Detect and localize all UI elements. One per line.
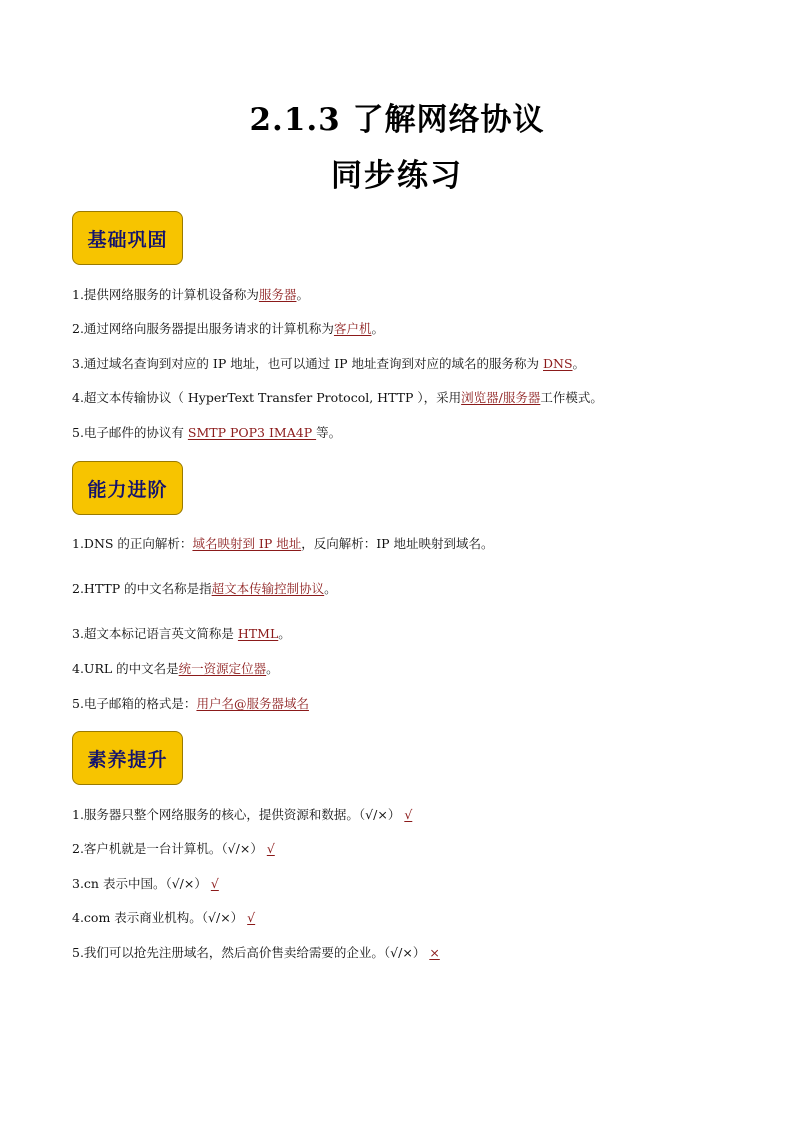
answer-text: SMTP POP3 IMA4P xyxy=(187,425,317,440)
answer-text: 浏览器/服务器 xyxy=(461,390,541,405)
question-item: 5.电子邮箱的格式是：用户名@服务器域名 xyxy=(72,696,309,711)
question-item: 5.我们可以抢先注册域名，然后高价售卖给需要的企业。（√/×） × xyxy=(72,945,440,960)
answer-text: √ xyxy=(210,876,219,891)
question-item: 4.超文本传输协议（ HyperText Transfer Protocol, HTTP ），采用浏览器/服务器工作模式。 xyxy=(72,390,603,405)
question-item: 2.通过网络向服务器提出服务请求的计算机称为客户机。 xyxy=(72,321,384,336)
question-item: 1.服务器只整个网络服务的核心，提供资源和数据。（√/×） √ xyxy=(72,807,413,822)
question-item: 1.DNS 的正向解析：域名映射到 IP 地址，反向解析：IP 地址映射到域名。 xyxy=(72,536,494,551)
document-subtitle: 同步练习 xyxy=(331,158,463,194)
answer-text: 服务器 xyxy=(258,287,297,302)
section-badge-literacy: 素养提升 xyxy=(72,731,183,785)
question-item: 2.客户机就是一台计算机。（√/×） √ xyxy=(72,841,275,856)
answer-text: √ xyxy=(404,807,413,822)
question-item: 1.提供网络服务的计算机设备称为服务器。 xyxy=(72,287,309,302)
answer-text: HTML xyxy=(237,626,279,641)
section-badge-advanced: 能力进阶 xyxy=(72,461,183,515)
answer-text: 统一资源定位器 xyxy=(178,661,267,676)
answer-text: DNS xyxy=(543,356,573,371)
answer-text: √ xyxy=(247,910,256,925)
answer-text: 超文本传输控制协议 xyxy=(211,581,325,596)
question-item: 3.cn 表示中国。（√/×） √ xyxy=(72,876,219,891)
answer-text: 客户机 xyxy=(333,321,372,336)
document-title: 2.1.3 了解网络协议 xyxy=(249,102,545,138)
question-item: 5.电子邮件的协议有 SMTP POP3 IMA4P 等。 xyxy=(72,425,342,440)
answer-text: × xyxy=(429,945,440,960)
answer-text: √ xyxy=(266,841,275,856)
question-item: 4.URL 的中文名是统一资源定位器。 xyxy=(72,661,279,676)
question-item: 4.com 表示商业机构。（√/×） √ xyxy=(72,910,256,925)
section-badge-basic: 基础巩固 xyxy=(72,211,183,265)
question-item: 2.HTTP 的中文名称是指超文本传输控制协议。 xyxy=(72,581,337,596)
answer-text: 用户名@服务器域名 xyxy=(196,696,309,711)
question-item: 3.通过域名查询到对应的 IP 地址，也可以通过 IP 地址查询到对应的域名的服务称为 DNS。 xyxy=(72,356,586,371)
answer-text: 域名映射到 IP 地址 xyxy=(192,536,302,551)
question-item: 3.超文本标记语言英文简称是 HTML。 xyxy=(72,626,291,641)
